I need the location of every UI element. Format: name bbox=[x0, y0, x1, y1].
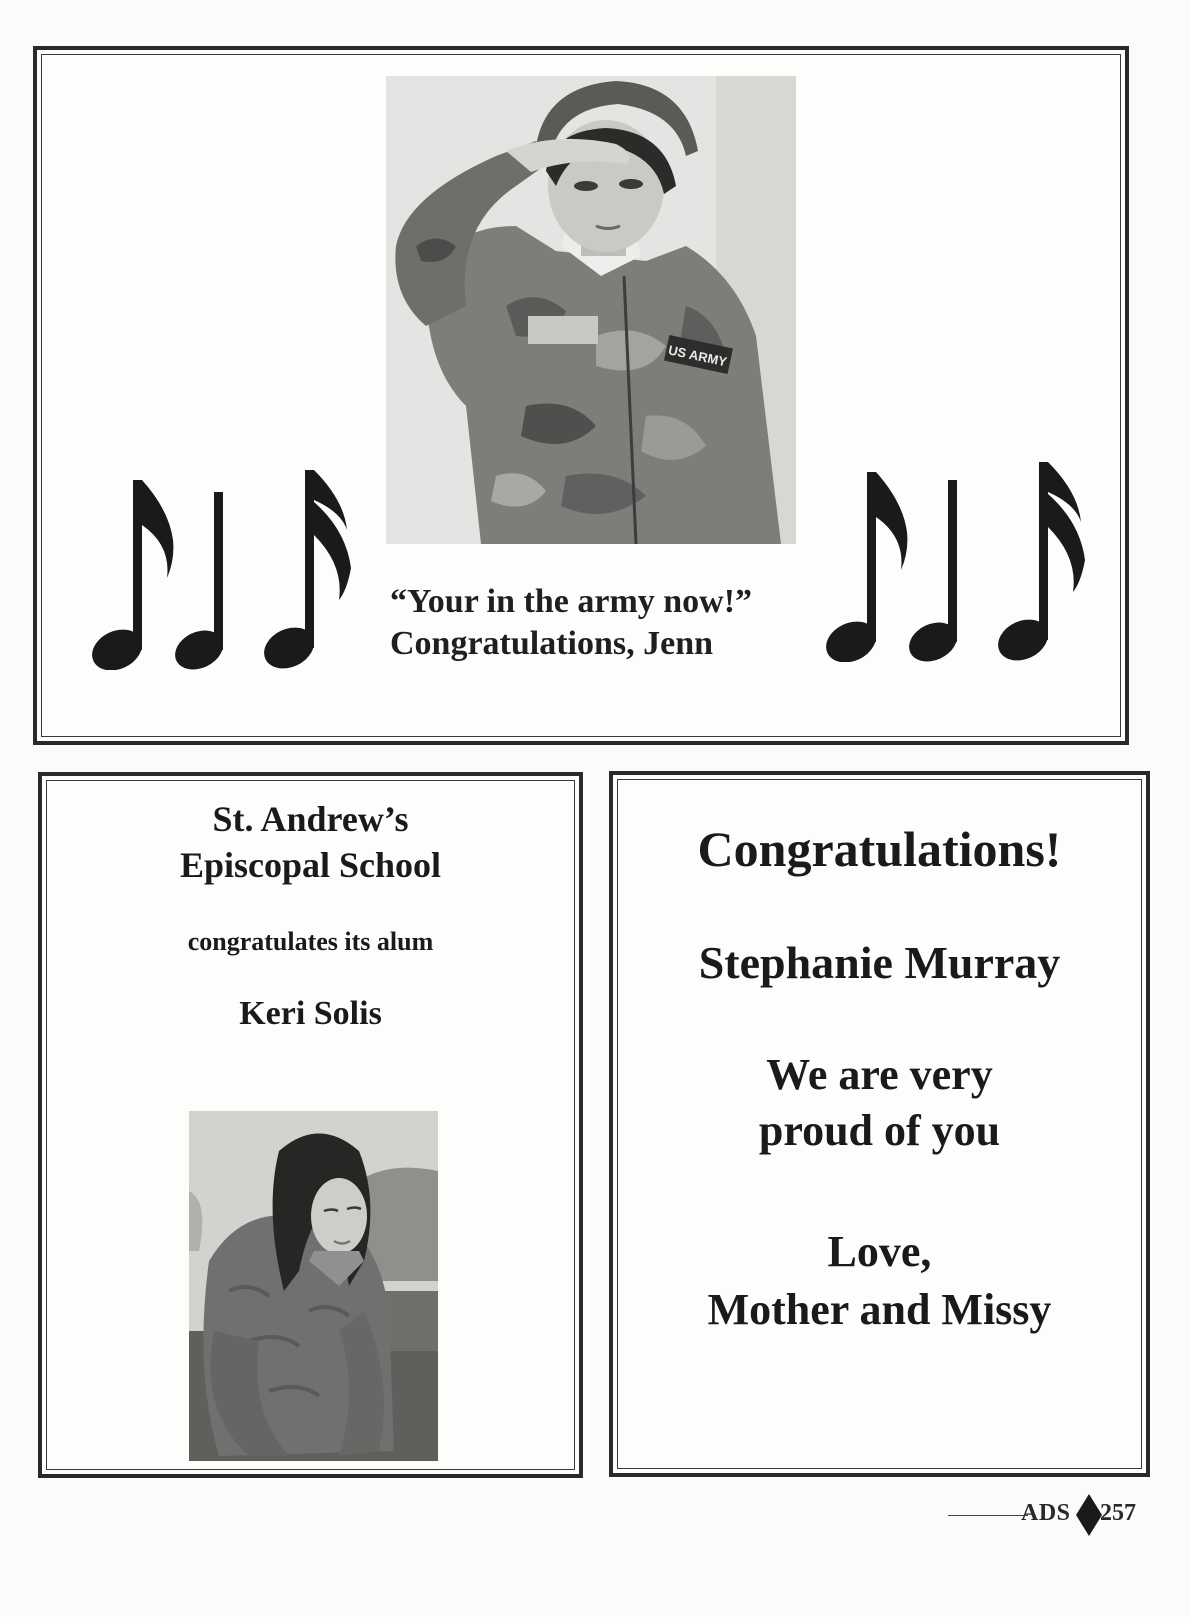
ad-keri-solis bbox=[38, 772, 583, 1478]
honoree-name: Stephanie Murray bbox=[698, 937, 1061, 988]
headline: Congratulations! bbox=[697, 821, 1062, 877]
diamond-icon bbox=[1076, 1494, 1102, 1536]
caption-quote: “Your in the army now!” bbox=[390, 583, 753, 620]
proud-message bbox=[613, 1047, 1146, 1159]
message-line: We are very bbox=[766, 1050, 993, 1099]
photo-child-saluting bbox=[386, 76, 796, 544]
alum-line: congratulates its alum bbox=[187, 927, 434, 956]
music-notes-icon bbox=[89, 470, 354, 670]
army-caption bbox=[390, 581, 810, 665]
music-notes-icon bbox=[823, 462, 1088, 662]
ad-stephanie-murray bbox=[609, 771, 1150, 1477]
message-line: proud of you bbox=[758, 1106, 1001, 1155]
soldier-illustration bbox=[386, 76, 796, 544]
caption-message: Congratulations, Jenn bbox=[390, 625, 714, 662]
school-line: Episcopal School bbox=[179, 845, 442, 885]
footer-rule bbox=[948, 1515, 1028, 1516]
alum-name: Keri Solis bbox=[239, 995, 382, 1032]
page-footer bbox=[948, 1494, 1148, 1536]
school-line: St. Andrew’s bbox=[212, 799, 409, 839]
keri-illustration bbox=[189, 1111, 438, 1461]
signoff-line: Love, bbox=[827, 1227, 932, 1276]
section-label: ADS bbox=[1021, 1500, 1071, 1526]
page-number: 257 bbox=[1100, 1500, 1136, 1526]
ad-jenn-army bbox=[33, 46, 1129, 745]
patch-text: US ARMY bbox=[667, 342, 729, 370]
school-name bbox=[42, 796, 579, 888]
signoff-line: Mother and Missy bbox=[707, 1285, 1052, 1334]
music-notes-left bbox=[89, 470, 354, 670]
signoff bbox=[613, 1223, 1146, 1339]
photo-keri-solis bbox=[189, 1111, 438, 1461]
music-notes-right bbox=[823, 462, 1088, 662]
